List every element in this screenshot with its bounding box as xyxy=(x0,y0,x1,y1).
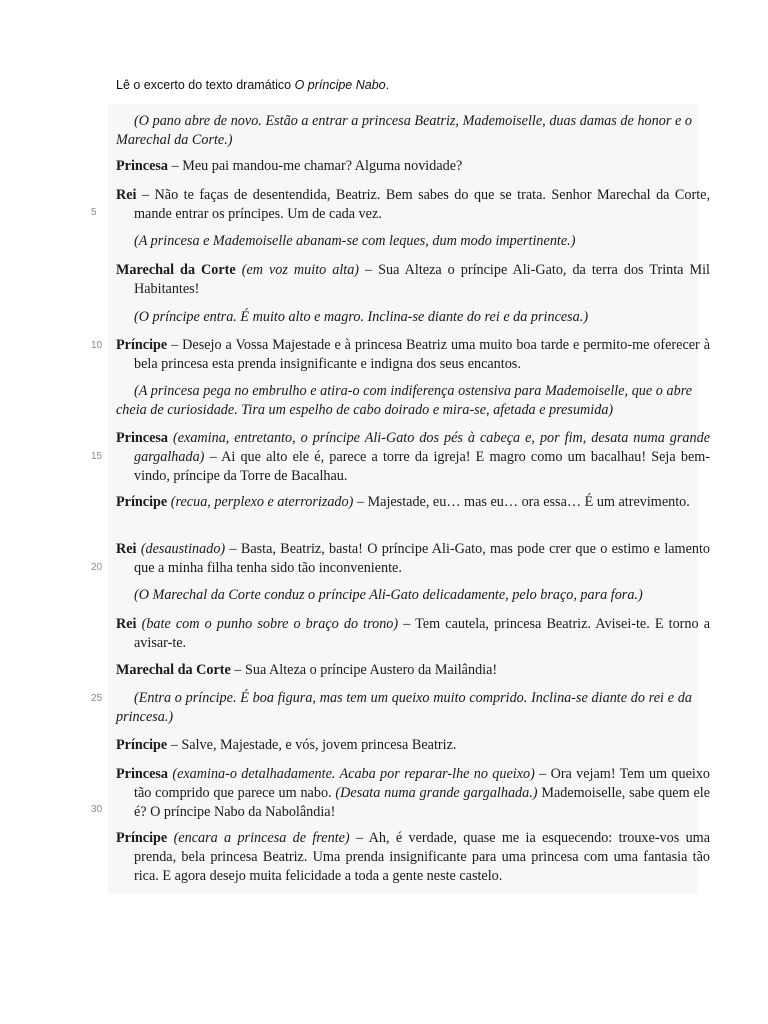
speaker-name: Marechal da Corte xyxy=(116,262,236,278)
speaker-name: Princesa xyxy=(116,766,169,782)
stage-direction-inline: (examina, entretanto, o príncipe Ali-Gato dos pés à cabeça e, por fim, desata numa grande gargalhada) xyxy=(134,430,710,465)
dialogue-line: Marechal da Corte (em voz muito alta) – Sua Alteza o príncipe Ali-Gato, da terra dos Trinta Mil Habitantes! xyxy=(116,262,710,297)
line-number: 30 xyxy=(91,804,103,815)
dialogue-line: Princesa (examina, entretanto, o príncipe Ali-Gato dos pés à cabeça e, por fim, desata numa grande gargalhada) – Ai que alto ele é, parece a torre da igreja! E magro como um bacalhau! Seja bem-vindo, príncipe da Torre de Bacalhau. xyxy=(116,430,710,484)
stage-direction: (A princesa e Mademoiselle abanam-se com leques, dum modo impertinente.) xyxy=(134,233,576,249)
speech-text: Sua Alteza o príncipe Austero da Mailândia! xyxy=(244,662,498,678)
dialogue-line: Príncipe – Salve, Majestade, e vós, jovem princesa Beatriz. xyxy=(116,737,457,753)
stage-direction: (A princesa pega no embrulho e atira-o com indiferença ostensiva para Mademoiselle, que o abre cheia de curiosidade. Tira um espelho de cabo doirado e mira-se, afetada e presumida) xyxy=(116,383,692,418)
speech-text: Ah, é verdade, quase me ia esquecendo: trouxe-vos uma prenda, bela princesa Beatriz. Uma prenda insignificante para uma princesa com uma fantasia tão rica. E agora desejo muita felicidade a toda a gente neste castelo. xyxy=(134,830,711,884)
stage-direction-inline: (recua, perplexo e aterrorizado) xyxy=(170,494,354,510)
stage-direction: (O príncipe entra. É muito alto e magro. Inclina-se diante do rei e da princesa.) xyxy=(134,309,589,325)
line-number: 25 xyxy=(91,693,103,704)
speaker-name: Princesa xyxy=(116,158,169,174)
dialogue-line: Rei (desaustinado) – Basta, Beatriz, basta! O príncipe Ali-Gato, mas pode crer que o estimo e lamento que a minha filha tenha sido tão inconveniente. xyxy=(116,541,711,576)
speech-text: Tem cautela, princesa Beatriz. Avisei-te. E torno a avisar-te. xyxy=(134,616,710,651)
speaker-name: Príncipe xyxy=(116,494,168,510)
speech-text: Majestade, eu… mas eu… ora essa… É um atrevimento. xyxy=(367,494,690,510)
stage-direction-inline: (Desata numa grande gargalhada.) xyxy=(335,785,538,801)
dialogue-line: Rei – Não te faças de desentendida, Beatriz. Bem sabes do que se trata. Senhor Marechal da Corte, mande entrar os príncipes. Um de cada vez. xyxy=(116,187,710,222)
dialogue-line: Princesa – Meu pai mandou-me chamar? Alguma novidade? xyxy=(116,158,463,174)
line-number: 5 xyxy=(91,207,97,218)
stage-direction-inline: (examina-o detalhadamente. Acaba por reparar-lhe no queixo) xyxy=(172,766,535,782)
speech-text: Ora vejam! Tem um queixo tão comprido que parece um nabo. xyxy=(134,766,711,801)
stage-direction: (O Marechal da Corte conduz o príncipe Ali-Gato delicadamente, pelo braço, para fora.) xyxy=(134,587,643,603)
line-number: 10 xyxy=(91,340,103,351)
dialogue-line: Príncipe (encara a princesa de frente) – Ah, é verdade, quase me ia esquecendo: trouxe-vos uma prenda, bela princesa Beatriz. Uma prenda insignificante para uma princesa com uma fantasia tão rica. E agora desejo muita felicidade a toda a gente neste castelo. xyxy=(116,830,711,884)
exercise-instruction: Lê o excerto do texto dramático O príncipe Nabo. xyxy=(116,78,390,92)
stage-direction-inline: (em voz muito alta) xyxy=(241,262,360,278)
stage-direction-inline: (desaustinado) xyxy=(140,541,226,557)
speaker-name: Marechal da Corte xyxy=(116,662,231,678)
stage-direction-inline: (bate com o punho sobre o braço do trono) xyxy=(141,616,399,632)
stage-direction: (Entra o príncipe. É boa figura, mas tem um queixo muito comprido. Inclina-se diante do rei e da princesa.) xyxy=(116,690,692,725)
dialogue-line: Príncipe (recua, perplexo e aterrorizado) – Majestade, eu… mas eu… ora essa… É um atrevimento. xyxy=(116,494,690,510)
line-number: 15 xyxy=(91,451,103,462)
stage-direction-inline: (encara a princesa de frente) xyxy=(173,830,350,846)
dialogue-line: Marechal da Corte – Sua Alteza o príncipe Austero da Mailândia! xyxy=(116,662,498,678)
dialogue-line: Rei (bate com o punho sobre o braço do trono) – Tem cautela, princesa Beatriz. Avisei-te. E torno a avisar-te. xyxy=(116,616,710,651)
speech-text: Meu pai mandou-me chamar? Alguma novidade? xyxy=(182,158,463,174)
speech-text: Salve, Majestade, e vós, jovem princesa Beatriz. xyxy=(181,737,457,753)
speech-text: Não te faças de desentendida, Beatriz. Bem sabes do que se trata. Senhor Marechal da Corte, mande entrar os príncipes. Um de cada vez. xyxy=(134,187,710,222)
line-number: 20 xyxy=(91,562,103,573)
speech-text: Ai que alto ele é, parece a torre da igreja! E magro como um bacalhau! Seja bem-vindo, príncipe da Torre de Bacalhau. xyxy=(134,449,710,484)
speaker-name: Príncipe xyxy=(116,830,168,846)
speaker-name: Príncipe xyxy=(116,337,168,353)
speaker-name: Príncipe xyxy=(116,737,168,753)
dialogue-line: Princesa (examina-o detalhadamente. Acaba por reparar-lhe no queixo) – Ora vejam! Tem um queixo tão comprido que parece um nabo. (Desata numa grande gargalhada.) Mademoiselle, sabe quem ele é? O príncipe Nabo da Nabolândia! xyxy=(116,766,711,820)
stage-direction: (O pano abre de novo. Estão a entrar a princesa Beatriz, Mademoiselle, duas damas de honor e o Marechal da Corte.) xyxy=(116,113,692,148)
play-title: O príncipe Nabo xyxy=(294,78,386,92)
dialogue-line: Príncipe – Desejo a Vossa Majestade e à princesa Beatriz uma muito boa tarde e permito-me oferecer à bela princesa esta prenda insignificante e indigna dos seus encantos. xyxy=(116,337,710,372)
speech-text: Sua Alteza o príncipe Ali-Gato, da terra dos Trinta Mil Habitantes! xyxy=(134,262,710,297)
speaker-name: Rei xyxy=(116,616,137,632)
speech-text: Basta, Beatriz, basta! O príncipe Ali-Gato, mas pode crer que o estimo e lamento que a minha filha tenha sido tão inconveniente. xyxy=(134,541,711,576)
speaker-name: Princesa xyxy=(116,430,169,446)
speaker-name: Rei xyxy=(116,541,137,557)
speech-text: Mademoiselle, sabe quem ele é? O príncipe Nabo da Nabolândia! xyxy=(134,785,710,820)
speaker-name: Rei xyxy=(116,187,137,203)
speech-text: Desejo a Vossa Majestade e à princesa Beatriz uma muito boa tarde e permito-me oferecer à bela princesa esta prenda insignificante e indigna dos seus encantos. xyxy=(134,337,710,372)
